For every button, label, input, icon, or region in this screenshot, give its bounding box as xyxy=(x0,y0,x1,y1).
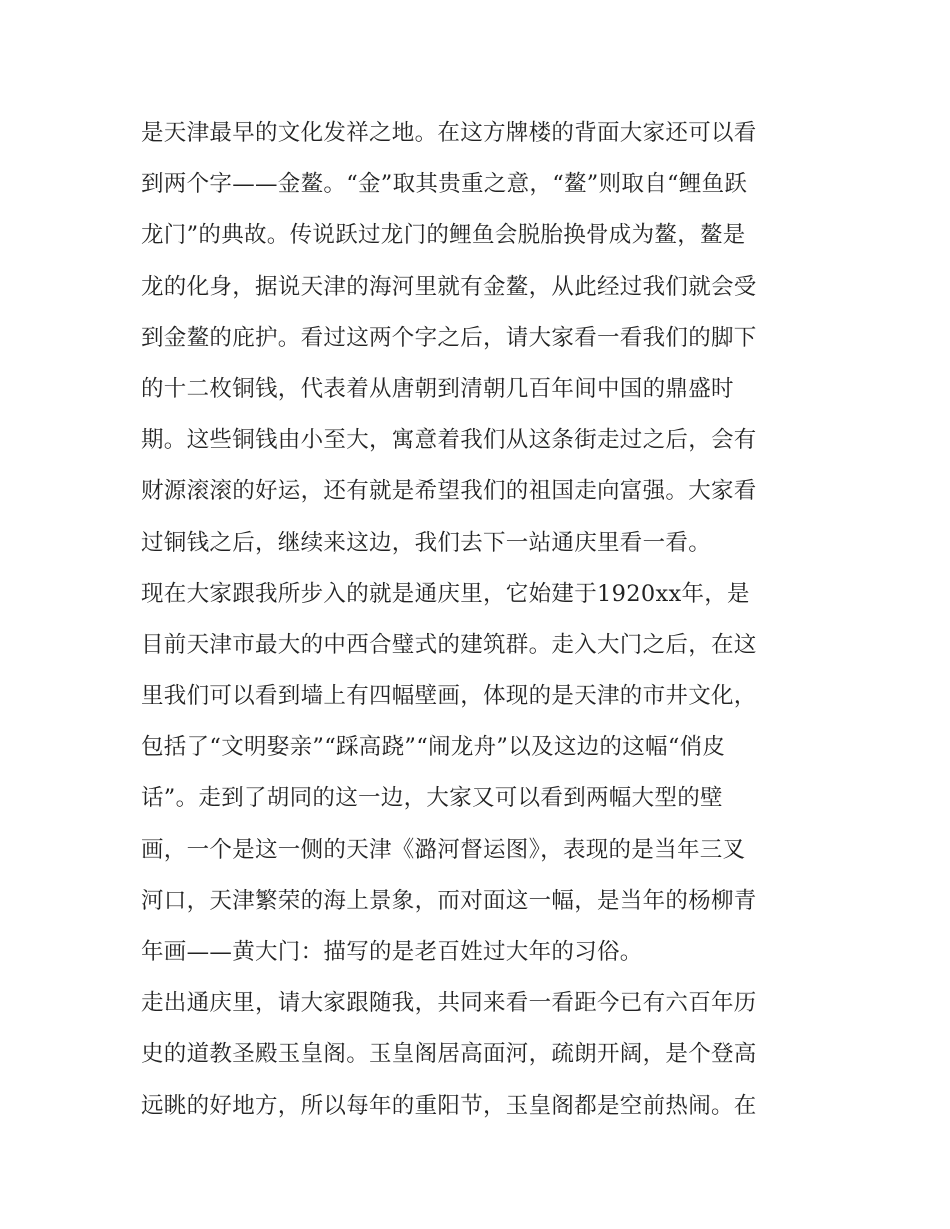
text-line: 龙的化身，据说天津的海河里就有金鳌，从此经过我们就会受 xyxy=(141,273,757,300)
text-line: 过铜钱之后，继续来这边，我们去下一站通庆里看一看。 xyxy=(141,529,712,556)
text-line: 走出通庆里，请大家跟随我，共同来看一看距今已有六百年历 xyxy=(141,990,757,1017)
text-line: 包括了“文明娶亲”“踩高跷”“闹龙舟”以及这边的这幅“俏皮 xyxy=(141,734,726,761)
text-line: 年画——黄大门：描写的是老百姓过大年的习俗。 xyxy=(141,939,643,965)
text-line: 期。这些铜钱由小至大，寓意着我们从这条街走过之后，会有 xyxy=(141,427,757,454)
text-line: 到金鳌的庇护。看过这两个字之后，请大家看一看我们的脚下 xyxy=(141,324,757,351)
text-line: 龙门”的典故。传说跃过龙门的鲤鱼会脱胎换骨成为鳌，鳌是 xyxy=(141,222,746,249)
text-line: 现在大家跟我所步入的就是通庆里，它始建于1920xx年，是 xyxy=(141,580,750,607)
text-line: 史的道教圣殿玉皇阁。玉皇阁居高面河，疏朗开阔，是个登高 xyxy=(141,1041,757,1068)
text-line: 目前天津市最大的中西合璧式的建筑群。走入大门之后，在这 xyxy=(141,631,757,658)
text-line: 的十二枚铜钱，代表着从唐朝到清朝几百年间中国的鼎盛时 xyxy=(141,375,734,402)
body-text xyxy=(141,108,821,1132)
text-line: 河口，天津繁荣的海上景象，而对面这一幅，是当年的杨柳青 xyxy=(141,887,757,914)
text-line: 到两个字——金鳌。“金”取其贵重之意，“鳌”则取自“鲤鱼跃 xyxy=(141,171,748,198)
text-line: 画，一个是这一侧的天津《潞河督运图》，表现的是当年三叉 xyxy=(141,836,746,863)
text-line: 话”。走到了胡同的这一边，大家又可以看到两幅大型的壁 xyxy=(141,785,723,812)
text-line: 财源滚滚的好运，还有就是希望我们的祖国走向富强。大家看 xyxy=(141,478,757,505)
text-line: 远眺的好地方，所以每年的重阳节，玉皇阁都是空前热闹。在 xyxy=(141,1092,757,1119)
text-line: 里我们可以看到墙上有四幅壁画，体现的是天津的市井文化， xyxy=(141,683,757,710)
text-line: 是天津最早的文化发祥之地。在这方牌楼的背面大家还可以看 xyxy=(141,120,757,146)
